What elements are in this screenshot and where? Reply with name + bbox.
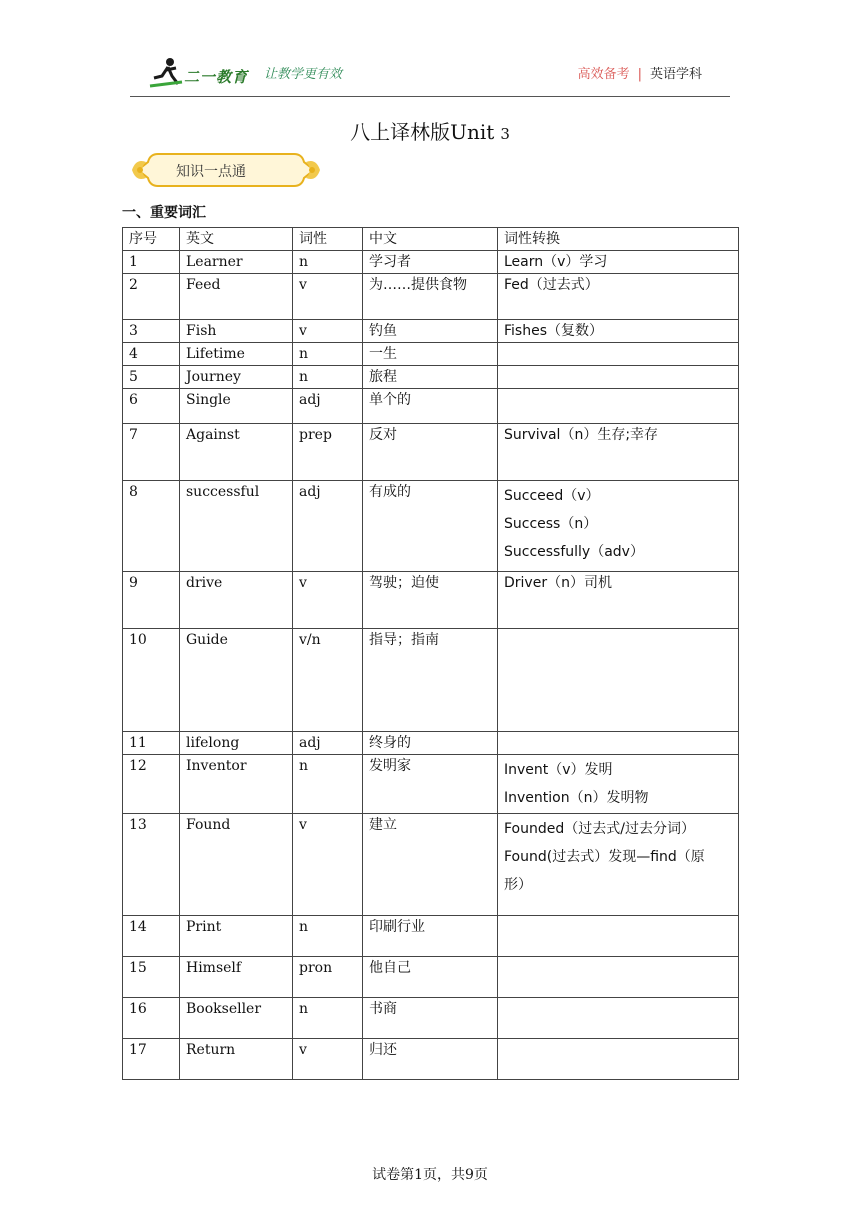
- row-pos: v: [293, 320, 363, 343]
- row-english: Himself: [180, 957, 293, 998]
- title-unit: 3: [500, 125, 510, 143]
- row-number: 2: [123, 274, 180, 320]
- table-row: [123, 957, 739, 998]
- logo: [148, 56, 258, 90]
- row-pos: v: [293, 1039, 363, 1080]
- row-number: 7: [123, 424, 180, 481]
- logo-text: 二一教育: [184, 68, 249, 86]
- table-row: [123, 732, 739, 755]
- row-pos: n: [293, 343, 363, 366]
- conversion-line: 形）: [504, 877, 532, 893]
- conversion-line: Founded（过去式/过去分词）: [504, 821, 695, 837]
- row-conversion: [498, 251, 739, 274]
- row-conversion: [498, 998, 739, 1039]
- row-number: 10: [123, 629, 180, 732]
- conversion-line: Fed（过去式）: [504, 277, 599, 293]
- conversion-line: Found(过去式）发现—find（原: [504, 849, 705, 865]
- row-chinese: 一生: [363, 343, 498, 366]
- row-english: Found: [180, 814, 293, 916]
- row-conversion: [498, 916, 739, 957]
- row-pos: prep: [293, 424, 363, 481]
- row-pos: n: [293, 755, 363, 814]
- row-chinese: 归还: [363, 1039, 498, 1080]
- row-pos: v/n: [293, 629, 363, 732]
- row-pos: v: [293, 572, 363, 629]
- header-chinese: 中文: [363, 228, 498, 251]
- tag-left: 高效备考: [577, 67, 630, 82]
- row-chinese: 书商: [363, 998, 498, 1039]
- row-pos: v: [293, 814, 363, 916]
- conversion-line: Invention（n）发明物: [504, 790, 649, 806]
- row-conversion: [498, 1039, 739, 1080]
- row-english: successful: [180, 481, 293, 572]
- row-pos: v: [293, 274, 363, 320]
- title-main: 八上译林版Unit: [350, 120, 495, 144]
- runner-logo-icon: [148, 56, 184, 90]
- row-number: 14: [123, 916, 180, 957]
- row-number: 11: [123, 732, 180, 755]
- table-row: [123, 424, 739, 481]
- vocabulary-table: [122, 227, 739, 1080]
- row-number: 17: [123, 1039, 180, 1080]
- table-row: [123, 320, 739, 343]
- section-heading: 一、重要词汇: [122, 205, 206, 221]
- row-chinese: 发明家: [363, 755, 498, 814]
- conversion-line: Fishes（复数）: [504, 323, 603, 339]
- conversion-line: Survival（n）生存;幸存: [504, 427, 659, 443]
- row-chinese: 有成的: [363, 481, 498, 572]
- row-number: 1: [123, 251, 180, 274]
- conversion-line: Learn（v）学习: [504, 254, 608, 270]
- tag-right: 英语学科: [649, 67, 702, 82]
- page-header: [130, 56, 730, 96]
- row-number: 6: [123, 389, 180, 424]
- conversion-line: Success（n）: [504, 516, 598, 532]
- row-english: Against: [180, 424, 293, 481]
- conversion-line: Succeed（v）: [504, 488, 600, 504]
- row-conversion: [498, 343, 739, 366]
- section-badge: [128, 148, 324, 192]
- table-row: [123, 572, 739, 629]
- row-conversion: [498, 366, 739, 389]
- row-conversion: [498, 572, 739, 629]
- row-english: Learner: [180, 251, 293, 274]
- row-chinese: 终身的: [363, 732, 498, 755]
- row-conversion: [498, 389, 739, 424]
- conversion-line: Driver（n）司机: [504, 575, 612, 591]
- table-header-row: [123, 228, 739, 251]
- row-conversion: [498, 320, 739, 343]
- row-number: 8: [123, 481, 180, 572]
- badge-label: 知识一点通: [176, 164, 246, 180]
- row-english: Lifetime: [180, 343, 293, 366]
- header-no: 序号: [123, 228, 180, 251]
- row-chinese: 他自己: [363, 957, 498, 998]
- row-chinese: 建立: [363, 814, 498, 916]
- row-chinese: 印刷行业: [363, 916, 498, 957]
- table-row: [123, 274, 739, 320]
- row-pos: adj: [293, 481, 363, 572]
- row-english: drive: [180, 572, 293, 629]
- row-pos: n: [293, 998, 363, 1039]
- tagline: [578, 63, 702, 82]
- table-body: [123, 251, 739, 1080]
- page-title: [0, 116, 860, 145]
- row-chinese: 学习者: [363, 251, 498, 274]
- page-footer: 试卷第1页，共9页: [372, 1167, 488, 1183]
- row-conversion: [498, 424, 739, 481]
- conversion-line: Successfully（adv）: [504, 544, 644, 560]
- row-chinese: 单个的: [363, 389, 498, 424]
- table-row: [123, 814, 739, 916]
- row-conversion: [498, 755, 739, 814]
- row-english: Single: [180, 389, 293, 424]
- row-english: Feed: [180, 274, 293, 320]
- row-chinese: 反对: [363, 424, 498, 481]
- row-chinese: 旅程: [363, 366, 498, 389]
- row-pos: adj: [293, 732, 363, 755]
- row-english: Guide: [180, 629, 293, 732]
- table-row: [123, 1039, 739, 1080]
- row-number: 4: [123, 343, 180, 366]
- row-number: 13: [123, 814, 180, 916]
- conversion-line: Invent（v）发明: [504, 762, 613, 778]
- row-english: lifelong: [180, 732, 293, 755]
- row-conversion: [498, 814, 739, 916]
- table-row: [123, 629, 739, 732]
- row-english: Inventor: [180, 755, 293, 814]
- row-conversion: [498, 957, 739, 998]
- row-pos: n: [293, 366, 363, 389]
- header-divider: [130, 96, 730, 97]
- row-conversion: [498, 629, 739, 732]
- table-row: [123, 481, 739, 572]
- row-chinese: 钓鱼: [363, 320, 498, 343]
- table-row: [123, 343, 739, 366]
- row-pos: n: [293, 251, 363, 274]
- row-chinese: 指导；指南: [363, 629, 498, 732]
- row-pos: pron: [293, 957, 363, 998]
- header-conversion: 词性转换: [498, 228, 739, 251]
- row-pos: adj: [293, 389, 363, 424]
- row-english: Print: [180, 916, 293, 957]
- row-english: Journey: [180, 366, 293, 389]
- table-row: [123, 755, 739, 814]
- row-number: 5: [123, 366, 180, 389]
- table-row: [123, 366, 739, 389]
- tag-separator: |: [637, 67, 642, 82]
- header-english: 英文: [180, 228, 293, 251]
- table-row: [123, 251, 739, 274]
- row-number: 3: [123, 320, 180, 343]
- row-number: 16: [123, 998, 180, 1039]
- row-conversion: [498, 732, 739, 755]
- row-english: Return: [180, 1039, 293, 1080]
- row-conversion: [498, 274, 739, 320]
- row-chinese: 驾驶；迫使: [363, 572, 498, 629]
- header-pos: 词性: [293, 228, 363, 251]
- slogan: 让教学更有效: [264, 67, 343, 82]
- row-pos: n: [293, 916, 363, 957]
- row-english: Bookseller: [180, 998, 293, 1039]
- table-row: [123, 998, 739, 1039]
- row-number: 9: [123, 572, 180, 629]
- row-number: 12: [123, 755, 180, 814]
- row-number: 15: [123, 957, 180, 998]
- row-english: Fish: [180, 320, 293, 343]
- table-row: [123, 389, 739, 424]
- row-chinese: 为……提供食物: [363, 274, 498, 320]
- table-row: [123, 916, 739, 957]
- row-conversion: [498, 481, 739, 572]
